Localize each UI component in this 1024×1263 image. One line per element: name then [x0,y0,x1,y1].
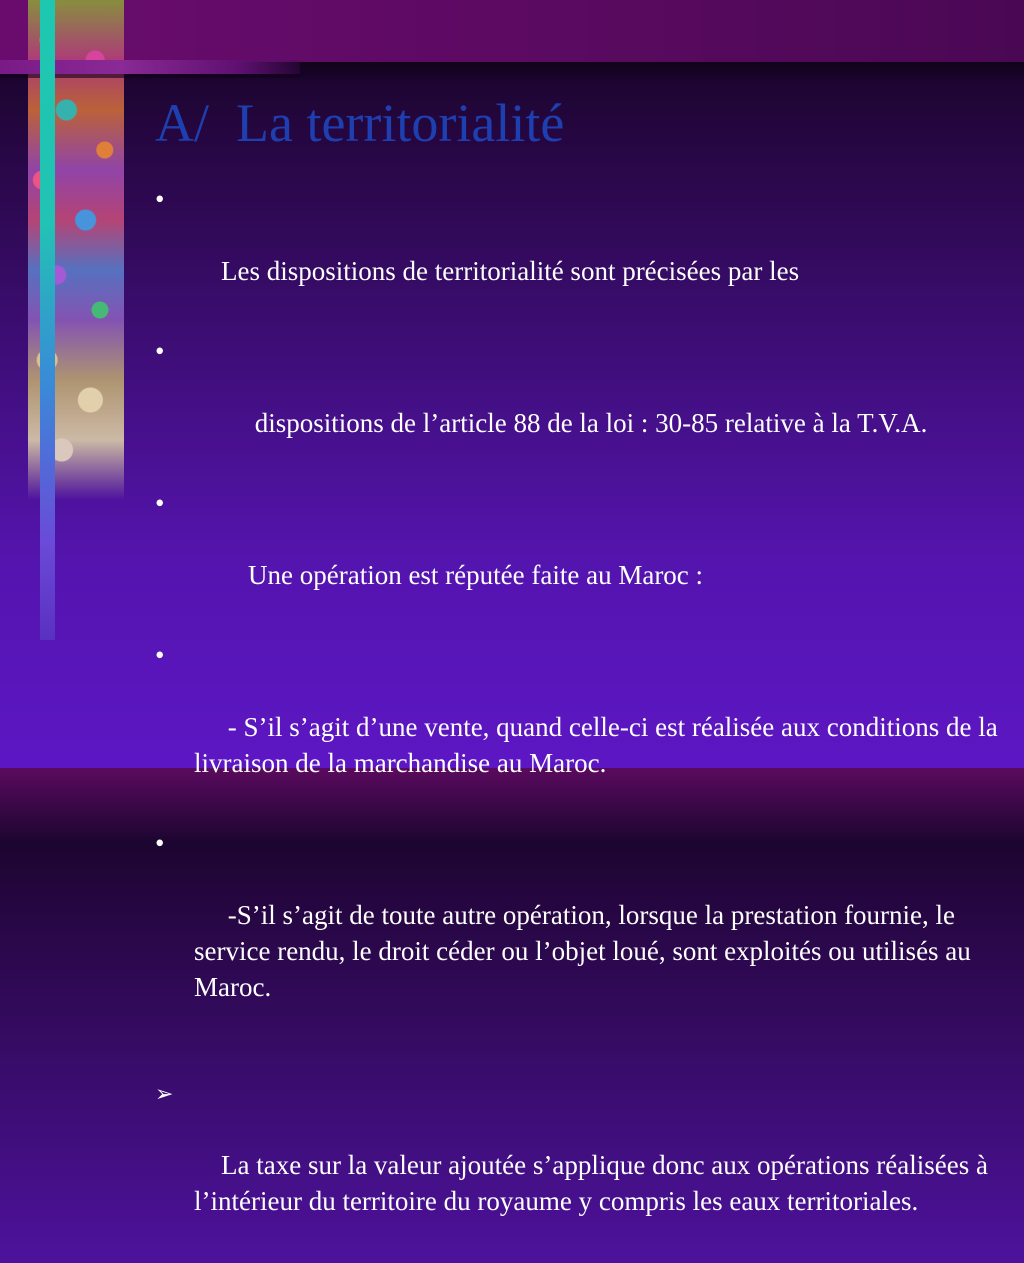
bullet-text: -S’il s’agit de toute autre opération, lorsque la prestation fournie, le service rendu, le droit céder ou l’objet loué, sont exploités ou utilisés au Maroc. [194,900,978,1002]
arrow-item-text: La taxe sur la valeur ajoutée s’applique donc aux opérations réalisées à l’intérieur du territoire du royaume y compris les eaux territoriales. [194,1150,995,1216]
slide-title: A/ La territorialité [155,93,565,153]
bullet-icon: • [155,488,165,518]
bullet-item [155,181,1010,325]
slide-content [155,181,1010,1263]
bullet-item [155,637,1010,817]
bullet-icon: • [155,828,165,858]
arrow-item [155,1075,1010,1255]
bullet-item [155,333,1010,477]
bullet-text: Les dispositions de territorialité sont précisées par les [221,256,800,286]
top-band [0,0,1024,62]
bullet-item [155,485,1010,629]
bullet-text: Une opération est réputée faite au Maroc : [221,560,704,590]
bullet-item [155,825,1010,1041]
bullet-icon: • [155,640,165,670]
bullet-icon: • [155,184,165,214]
vertical-accent-bar [40,0,55,640]
bullet-text: dispositions de l’article 88 de la loi : 30-85 relative à la T.V.A. [221,408,928,438]
bullet-icon: • [155,336,165,366]
arrow-bullet-icon: ➢ [155,1081,174,1106]
bullet-text: - S’il s’agit d’une vente, quand celle-ci est réalisée aux conditions de la livraison de la marchandise au Maroc. [194,712,1005,778]
